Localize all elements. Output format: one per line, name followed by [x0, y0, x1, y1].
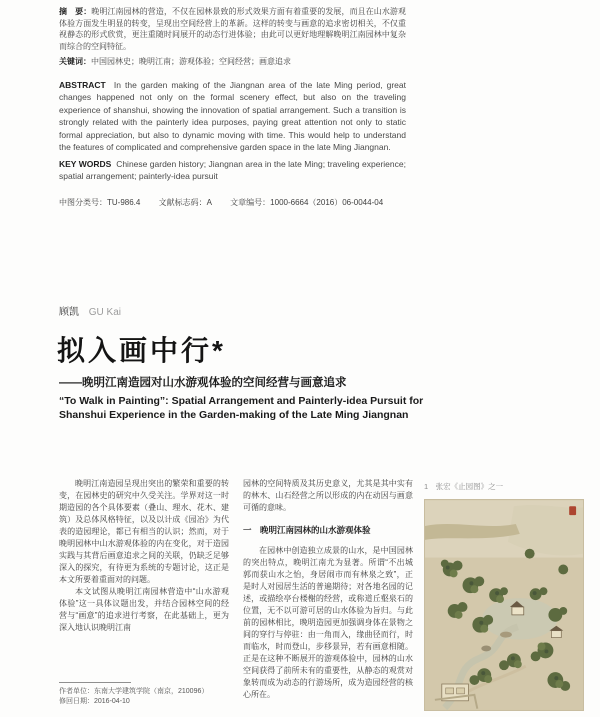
footnote-date: 修回日期：2016-04-10 [59, 698, 130, 705]
figure-area [424, 481, 586, 711]
author-name-en: GU Kai [88, 307, 122, 318]
keywords-label: 关键词： [59, 57, 91, 66]
body-paragraph: 在园林中创造独立成景的山水，是中国园林的突出特点，晚明江南尤为显著。所谓“不出城郭而获山水之怡，身居闹市而有林泉之致”，正是时人对园居生活的普遍期待；对各地名园的记述，或描绘亭台楼榭的经营，或称道丘壑泉石的位置，无不以可游可居的山水体验为旨归。与此前的园林相比，晚明造园更加强调身体在景物之间的穿行与停驻：由一角而入，缘曲径而行，时而临水，时而登山，步移景异，若有画意相随。正是在这种不断展开的游观体验中，园林的山水空间获得了前所未有的重要性，从静态的观赏对象转而成为动态的行游场所，成为造园经营的核心所在。 [243, 546, 413, 699]
document-code: 文献标志码：A [158, 197, 212, 207]
body-paragraph: 晚明江南造园呈现出突出的繁荣和重要的转变，在园林史的研究中久受关注。学界对这一时期造园的各个具体要素（叠山、理水、花木、建筑）及总体风格特征，以及以计成《园冶》为代表的造园理论，都已有相当的认识；然而，对于晚明园林中山水游观体验的内在变化，对于造园实践与其背后画意追求之间的关联，仍缺乏足够深入的探究，有待更为系统的专题讨论，这正是本文所要着重面对的问题。 [59, 479, 229, 584]
abstract-cn [59, 6, 406, 52]
keywords-en [59, 158, 406, 183]
abstract-en [59, 79, 406, 154]
keywords-cn [59, 56, 406, 68]
clc-number: 中图分类号：TU-986.4 [59, 197, 141, 207]
body-paragraph: 本文试图从晚明江南园林营造中“山水游观体验”这一具体议题出发，并结合园林空间的经营与“画意”的追求进行考察，在此基础上，更为深入地认识晚明江南 [59, 587, 229, 632]
footnote-rule [59, 682, 131, 683]
keywords-en-text: Chinese garden history; Jiangnan area in the late Ming; traveling experience; spatial arrangement; painterly-idea pursuit [59, 158, 406, 181]
abstract-label: 摘 要： [59, 7, 92, 16]
section-heading: 一 晚明江南园林的山水游观体验 [243, 525, 371, 535]
author-name-cn: 顾凯 [59, 307, 79, 318]
zhiyuan-painting-image [424, 499, 584, 711]
figure-caption: 1 张宏《止园图》之一 [424, 482, 504, 491]
author-line [59, 303, 121, 318]
body-column-left [59, 478, 229, 634]
meta-line [59, 197, 406, 208]
abstract-text: 晚明江南园林的营造，不仅在园林景致的形式效果方面有着重要的发展，而且在山水游观体验方面发生明显的转变，呈现出空间经营上的革新。这样的转变与画意的追求密切相关，不仅重视静态的形式欣赏，更注重随时间展开的动态行进体验；由此可以更好地理解晚明江南园林中复杂而综合的空间特征。 [59, 7, 407, 51]
body-paragraph: 园林的空间特质及其历史意义，尤其是其中实有的林木、山石经营之所以形成的内在动因与画意可循的意味。 [243, 479, 413, 512]
article-subtitle: ——晚明江南造园对山水游观体验的空间经营与画意追求 [59, 377, 347, 389]
footnote [59, 682, 239, 707]
abstract-block [59, 6, 406, 208]
abstract-en-label: ABSTRACT [59, 79, 106, 90]
footnote-affiliation: 作者单位：东南大学建筑学院（南京，210096） [59, 688, 209, 695]
article-number: 文章编号：1000-6664（2016）06-0044-04 [230, 197, 384, 207]
keywords-text: 中国园林史；晚明江南；游观体验；空间经营；画意追求 [91, 57, 291, 66]
body-column-right [243, 478, 413, 701]
keywords-en-label: KEY WORDS [59, 158, 112, 169]
article-title-en: “To Walk in Painting”: Spatial Arrangement and Painterly-idea Pursuit for Shanshui Experience in the Garden-making of the Late Ming Jiangnan [59, 395, 424, 421]
article-title: 拟入画中行* [57, 335, 226, 366]
abstract-en-text: In the garden making of the Jiangnan area of the late Ming period, great changes happened not only on the formal scenery effect, but also on the traveling experience of shanshui, showing the innovation of spatial arrangement. Such a transition is strongly related with the painterly idea purposes, paying great attention not only to static formal appreciation, but also to dynamic moving with time. This would help to understand the features of complicated and comprehensive garden space in the late Ming Jiangnan. [59, 79, 406, 152]
